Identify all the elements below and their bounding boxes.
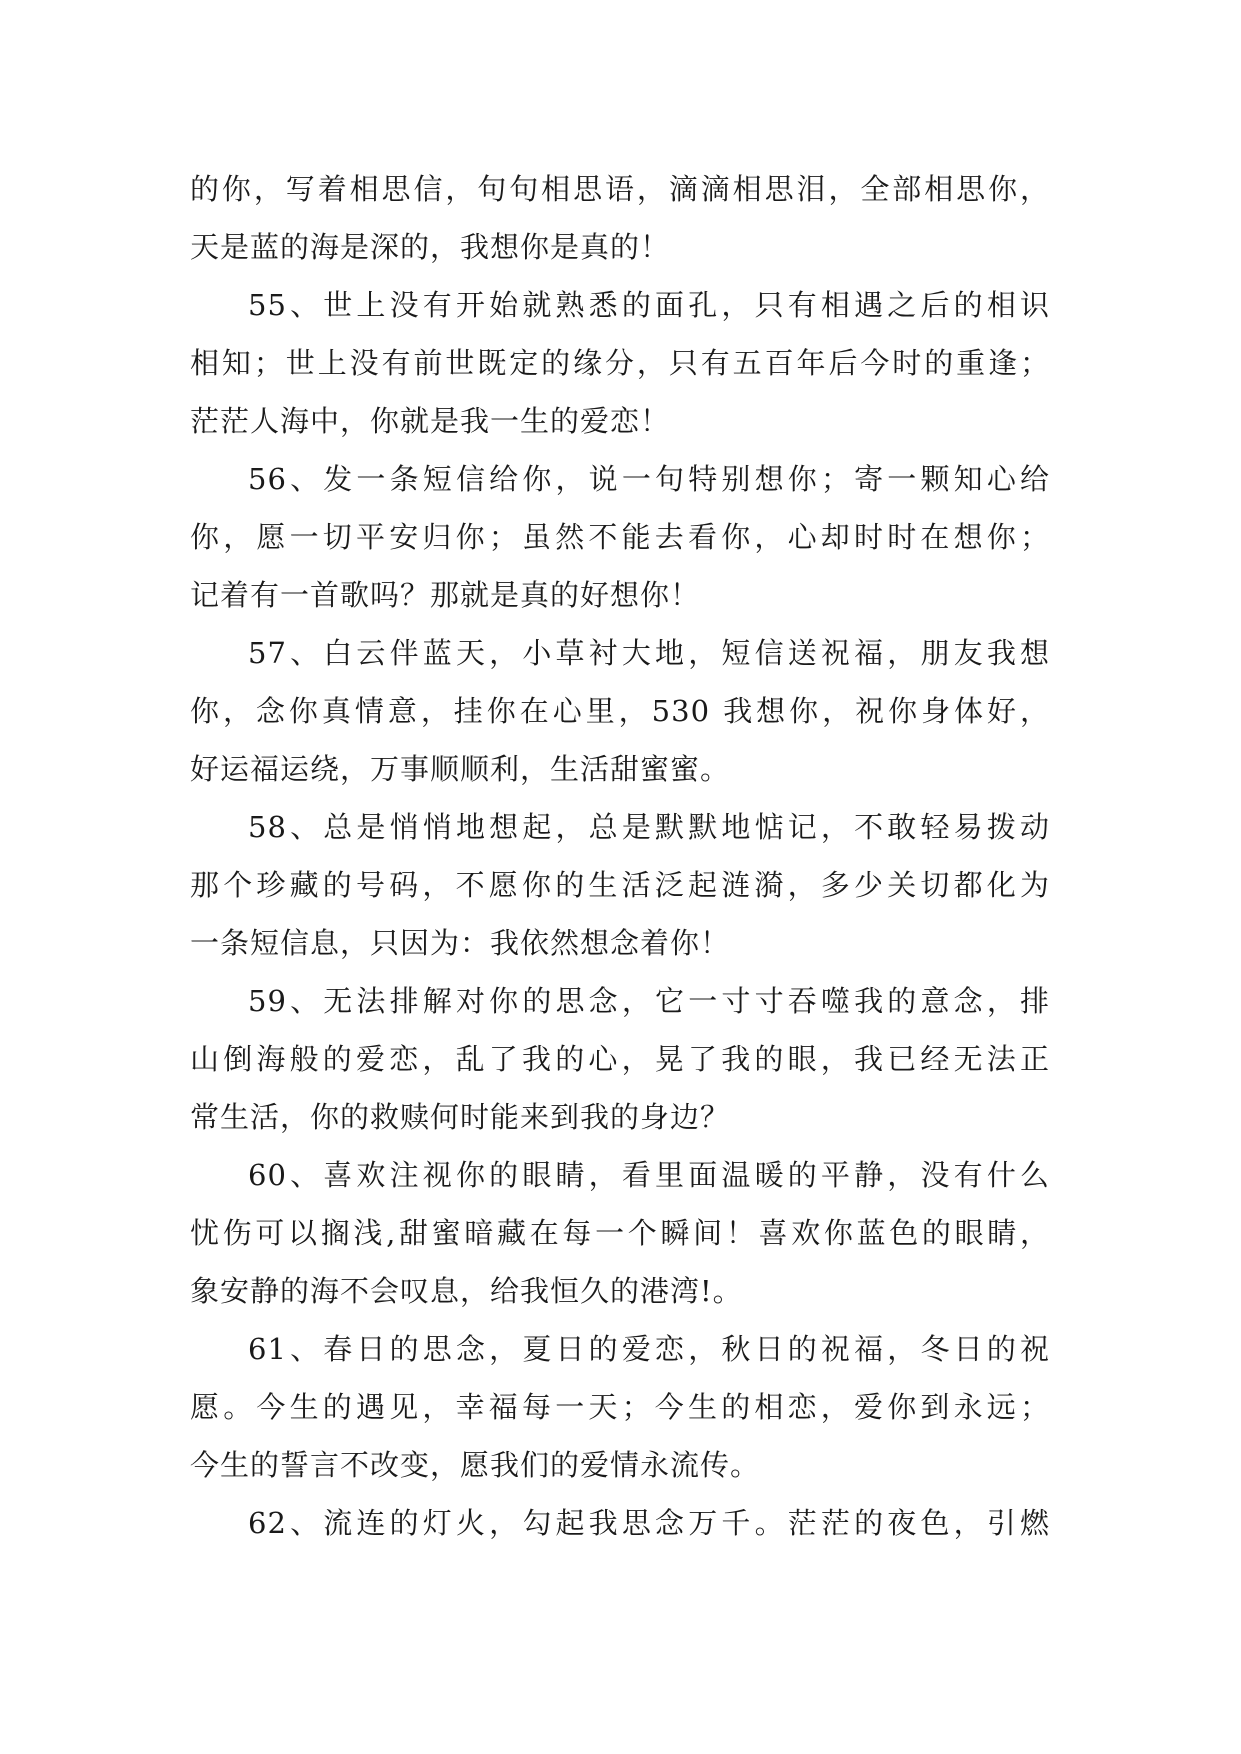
text-line: 好运福运绕，万事顺顺利，生活甜蜜蜜。 (190, 752, 731, 786)
paragraph-55-start: 55、世上没有开始就熟悉的面孔，只有相遇之后的相识 (248, 288, 1050, 322)
text-line: 山倒海般的爱恋，乱了我的心，晃了我的眼，我已经无法正 (190, 1042, 1050, 1076)
paragraph-57-start: 57、白云伴蓝天，小草衬大地，短信送祝福，朋友我想 (248, 636, 1050, 670)
paragraph-58-start: 58、总是悄悄地想起，总是默默地惦记，不敢轻易拨动 (248, 810, 1050, 844)
paragraph-60-start: 60、喜欢注视你的眼睛，看里面温暖的平静，没有什么 (248, 1158, 1050, 1192)
text-line: 的你，写着相思信，句句相思语，滴滴相思泪，全部相思你， (190, 172, 1050, 206)
paragraph-56-start: 56、发一条短信给你，说一句特别想你；寄一颗知心给 (248, 462, 1050, 496)
text-line: 相知；世上没有前世既定的缘分，只有五百年后今时的重逢； (190, 346, 1050, 380)
text-line: 一条短信息，只因为：我依然想念着你！ (190, 926, 731, 960)
text-line: 愿。今生的遇见，幸福每一天；今生的相恋，爱你到永远； (190, 1390, 1050, 1424)
text-line: 你，念你真情意，挂你在心里，530 我想你，祝你身体好， (190, 694, 1050, 728)
text-line: 常生活，你的救赎何时能来到我的身边？ (190, 1100, 731, 1134)
document-body (190, 160, 1050, 1552)
text-line: 忧伤可以搁浅,甜蜜暗藏在每一个瞬间！喜欢你蓝色的眼睛， (190, 1216, 1050, 1250)
text-line: 茫茫人海中，你就是我一生的爱恋！ (190, 404, 671, 438)
paragraph-62-start: 62、流连的灯火，勾起我思念万千。茫茫的夜色，引燃 (248, 1506, 1050, 1540)
text-line: 你，愿一切平安归你；虽然不能去看你，心却时时在想你； (190, 520, 1050, 554)
text-line: 记着有一首歌吗？那就是真的好想你！ (190, 578, 701, 612)
text-line: 今生的誓言不改变，愿我们的爱情永流传。 (190, 1448, 761, 1482)
paragraph-59-start: 59、无法排解对你的思念，它一寸寸吞噬我的意念，排 (248, 984, 1050, 1018)
text-line: 天是蓝的海是深的，我想你是真的！ (190, 230, 671, 264)
paragraph-61-start: 61、春日的思念，夏日的爱恋，秋日的祝福，冬日的祝 (248, 1332, 1050, 1366)
text-line: 那个珍藏的号码，不愿你的生活泛起涟漪，多少关切都化为 (190, 868, 1050, 902)
text-line: 象安静的海不会叹息，给我恒久的港湾!。 (190, 1274, 743, 1308)
